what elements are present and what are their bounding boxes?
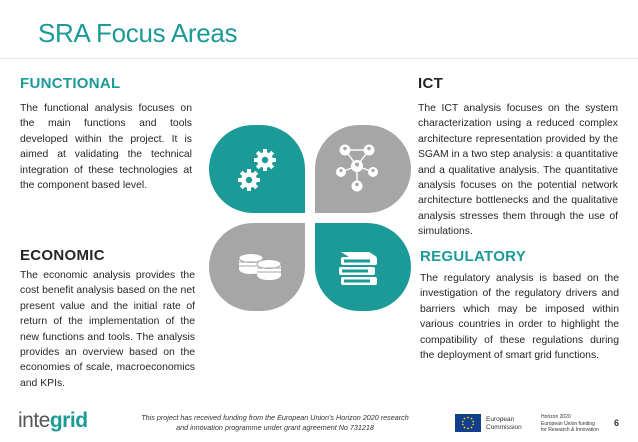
european-commission-label: European Commission [486, 416, 522, 431]
slide-title: SRA Focus Areas [38, 18, 238, 48]
regulatory-text: The regulatory analysis is based on the investigation of the regulatory drivers and barriers which may be imposed within various countries in order to highlight the compatibility of these regulations during the deployment of smart grid functions. [420, 273, 619, 362]
integrid-logo: integrid [18, 409, 88, 432]
focus-quadrant-graphic [205, 118, 415, 318]
horizon-2020-label: Horizon 2020 European Union funding for Research & Innovation [541, 414, 599, 433]
funding-note: This project has received funding from the European Union's Horizon 2020 research and innovation programme under grant agreement No 731218 [141, 413, 409, 432]
title-divider [0, 58, 638, 59]
eu-flag-icon [455, 414, 481, 432]
functional-petal [209, 125, 305, 213]
economic-heading: ECONOMIC [20, 247, 105, 264]
functional-text: The functional analysis focuses on the main functions and tools developed within the project. It is aimed at validating the technical integration of these technologies at the component based level. [20, 103, 192, 192]
ict-text: The ICT analysis focuses on the system characterization using a reduced complex architecture representation provided by the SGAM in a two step analysis: a quantitative and a qualitative analysis. The quantitative analysis focuses on the potential network architecture bottlenecks and the qualitative analysis stresses them through the use of simulations. [418, 103, 618, 238]
economic-text: The economic analysis provides the cost benefit analysis based on the net present value and the initial rate of return of the implementation of the new functions and tools. The analysis provides an overview based on the economies of scale, macroeconomics and KPIs. [20, 270, 195, 389]
page-number: 6 [614, 418, 620, 428]
ict-heading: ICT [418, 75, 444, 92]
ict-petal [315, 125, 411, 213]
regulatory-heading: REGULATORY [420, 248, 527, 265]
functional-heading: FUNCTIONAL [20, 75, 121, 92]
